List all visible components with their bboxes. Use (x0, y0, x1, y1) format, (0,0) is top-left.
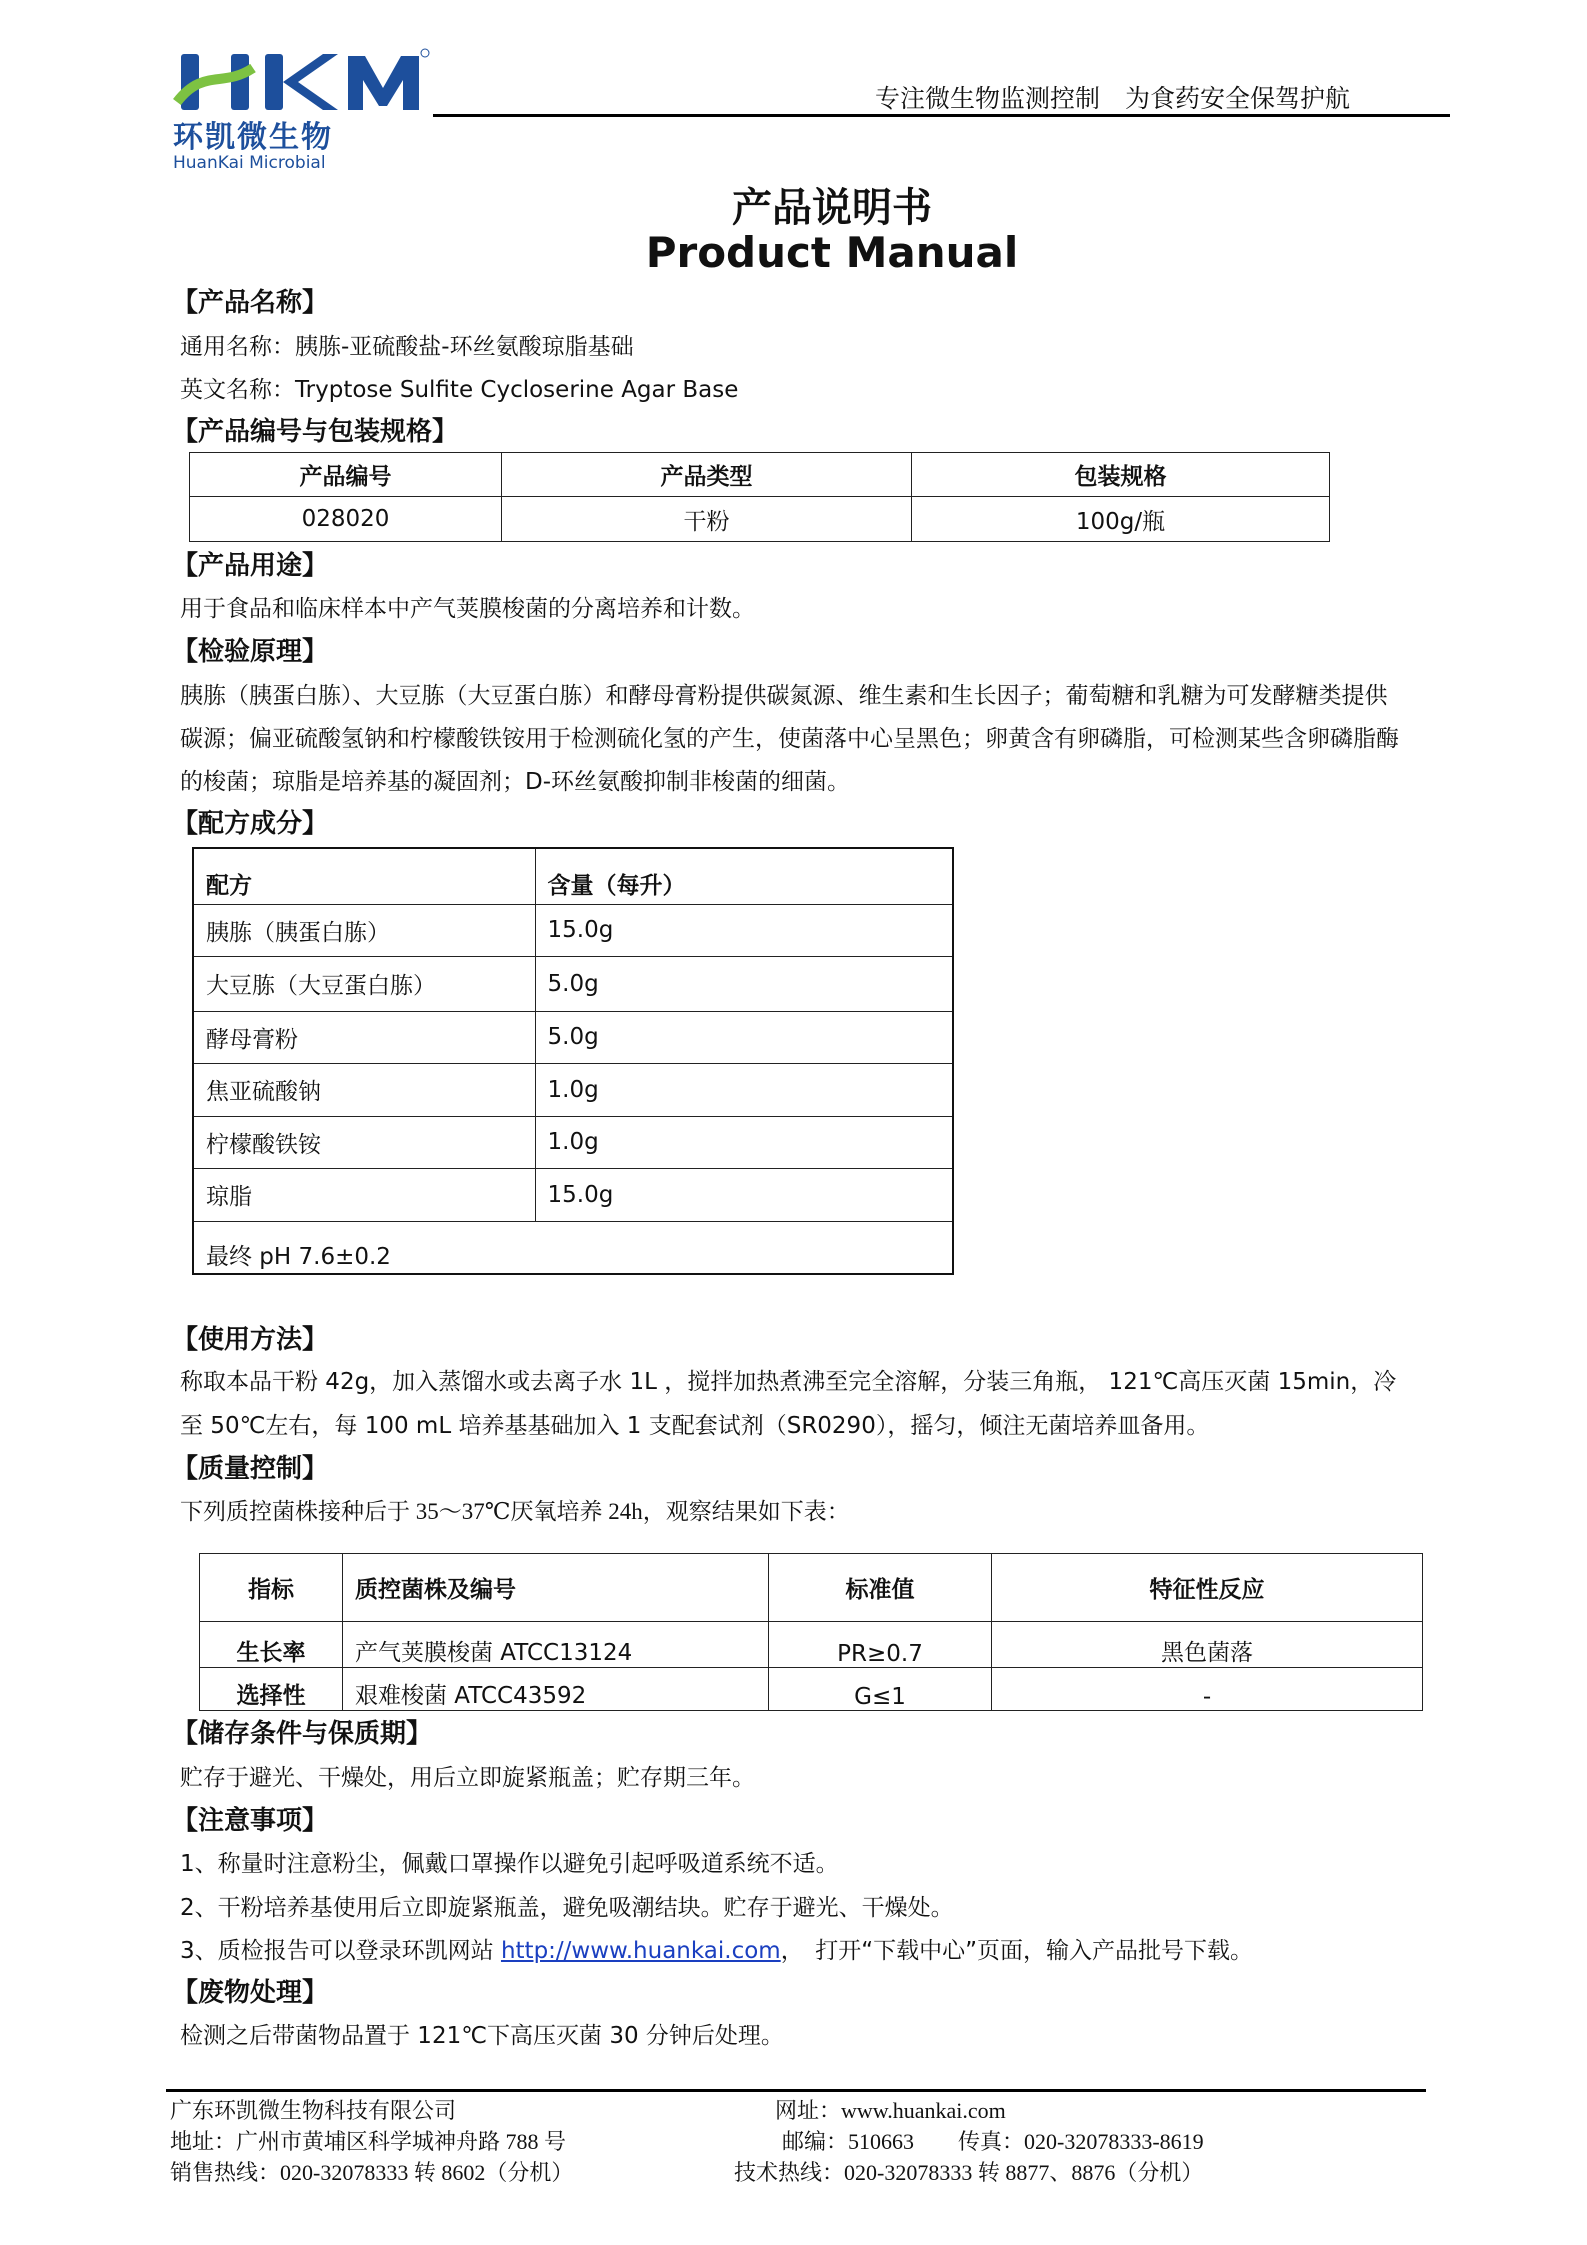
amount: 5.0g (535, 956, 953, 1011)
hkm-logo-mark (173, 48, 438, 118)
footer-tech: 技术热线：020-32078333 转 8877、8876（分机） (734, 2160, 1204, 2185)
table-cell: PR≥0.7 (769, 1622, 992, 1668)
amount: 15.0g (535, 1168, 953, 1221)
method-line: 称取本品干粉 42g，加入蒸馏水或去离子水 1L ，搅拌加热煮沸至完全溶解，分装三角瓶， 121℃高压灭菌 15min，冷 (180, 1369, 1397, 1395)
ingredient: 柠檬酸铁铵 (193, 1116, 535, 1168)
amount: 1.0g (535, 1116, 953, 1168)
table-cell: 100g/瓶 (912, 497, 1330, 542)
amount: 1.0g (535, 1063, 953, 1116)
table-header: 质控菌株及编号 (343, 1554, 769, 1622)
section-heading: 【检验原理】 (172, 637, 329, 667)
title-cn: 产品说明书 (732, 185, 932, 231)
ingredient: 胰胨（胰蛋白胨） (193, 904, 535, 956)
note-line: 2、干粉培养基使用后立即旋紧瓶盖，避免吸潮结块。贮存于避光、干燥处。 (180, 1895, 954, 1921)
storage-text: 贮存于避光、干燥处，用后立即旋紧瓶盖；贮存期三年。 (180, 1765, 755, 1791)
qc-table (199, 1553, 1423, 1711)
table-cell: G≤1 (769, 1668, 992, 1711)
formula-table (192, 847, 954, 1275)
section-heading: 【质量控制】 (172, 1454, 329, 1484)
section-heading: 【配方成分】 (172, 809, 329, 839)
footer-postcode-fax: 邮编：510663 传真：020-32078333-8619 (782, 2129, 1204, 2154)
spec-table (189, 452, 1330, 542)
common-name: 通用名称：胰胨-亚硫酸盐-环丝氨酸琼脂基础 (180, 334, 634, 360)
ingredient: 酵母膏粉 (193, 1011, 535, 1063)
slogan: 专注微生物监测控制 为食药安全保驾护航 (875, 84, 1351, 113)
table-header: 配方 (193, 848, 535, 904)
logo-cn: 环凯微生物 (173, 120, 333, 155)
waste-text: 检测之后带菌物品置于 121℃下高压灭菌 30 分钟后处理。 (180, 2023, 784, 2049)
title-en: Product Manual (645, 228, 1019, 277)
table-header: 标准值 (769, 1554, 992, 1622)
table-cell: 干粉 (502, 497, 912, 542)
table-cell: 黑色菌落 (992, 1622, 1423, 1668)
amount: 15.0g (535, 904, 953, 956)
use-text: 用于食品和临床样本中产气荚膜梭菌的分离培养和计数。 (180, 596, 755, 622)
ingredient: 焦亚硫酸钠 (193, 1063, 535, 1116)
ingredient: 大豆胨（大豆蛋白胨） (193, 956, 535, 1011)
table-header: 特征性反应 (992, 1554, 1423, 1622)
table-header: 产品类型 (502, 453, 912, 497)
method-line: 至 50℃左右，每 100 mL 培养基基础加入 1 支配套试剂（SR0290），摇匀，倾注无菌培养皿备用。 (180, 1413, 1210, 1439)
english-name: 英文名称：Tryptose Sulfite Cycloserine Agar Base (180, 377, 739, 403)
section-heading: 【注意事项】 (172, 1806, 329, 1836)
section-heading: 【产品用途】 (172, 551, 329, 581)
table-cell: 选择性 (200, 1668, 343, 1711)
section-heading: 【产品编号与包装规格】 (172, 417, 459, 447)
table-header: 包装规格 (912, 453, 1330, 497)
ingredient: 琼脂 (193, 1168, 535, 1221)
header-divider (433, 114, 1450, 117)
footer-company: 广东环凯微生物科技有限公司 (170, 2098, 457, 2123)
table-cell: 产气荚膜梭菌 ATCC13124 (343, 1622, 769, 1668)
table-header: 含量（每升） (535, 848, 953, 904)
final-ph: 最终 pH 7.6±0.2 (193, 1221, 953, 1274)
note-line (180, 1936, 1253, 1966)
table-cell: 028020 (190, 497, 502, 542)
section-heading: 【使用方法】 (172, 1325, 329, 1355)
logo-en: HuanKai Microbial (173, 153, 326, 173)
table-header: 产品编号 (190, 453, 502, 497)
table-header: 指标 (200, 1554, 343, 1622)
section-heading: 【储存条件与保质期】 (172, 1719, 433, 1749)
footer-website: 网址：www.huankai.com (775, 2098, 1006, 2123)
amount: 5.0g (535, 1011, 953, 1063)
section-heading: 【废物处理】 (172, 1978, 329, 2008)
table-cell: 艰难梭菌 ATCC43592 (343, 1668, 769, 1711)
qc-text: 下列质控菌株接种后于 35～37℃厌氧培养 24h，观察结果如下表： (180, 1499, 850, 1524)
note-text: ， 打开“下载中心”页面，输入产品批号下载。 (780, 1938, 1254, 1964)
note-line: 1、称量时注意粉尘，佩戴口罩操作以避免引起呼吸道系统不适。 (180, 1851, 839, 1877)
website-link[interactable]: http://www.huankai.com (500, 1938, 781, 1964)
section-heading: 【产品名称】 (172, 288, 329, 318)
principle-line: 的梭菌；琼脂是培养基的凝固剂；D-环丝氨酸抑制非梭菌的细菌。 (180, 769, 851, 795)
footer-address: 地址：广州市黄埔区科学城神舟路 788 号 (170, 2129, 567, 2154)
note-text: 3、质检报告可以登录环凯网站 (180, 1938, 501, 1964)
principle-line: 碳源；偏亚硫酸氢钠和柠檬酸铁铵用于检测硫化氢的产生，使菌落中心呈黑色；卵黄含有卵磷脂，可检测某些含卵磷脂酶 (180, 726, 1399, 752)
footer-divider (166, 2089, 1426, 2092)
footer-sales: 销售热线：020-32078333 转 8602（分机） (170, 2160, 574, 2185)
logo (173, 48, 438, 173)
table-cell: - (992, 1668, 1423, 1711)
table-cell: 生长率 (200, 1622, 343, 1668)
principle-line: 胰胨（胰蛋白胨）、大豆胨（大豆蛋白胨）和酵母膏粉提供碳氮源、维生素和生长因子；葡萄糖和乳糖为可发酵糖类提供 (180, 683, 1388, 709)
